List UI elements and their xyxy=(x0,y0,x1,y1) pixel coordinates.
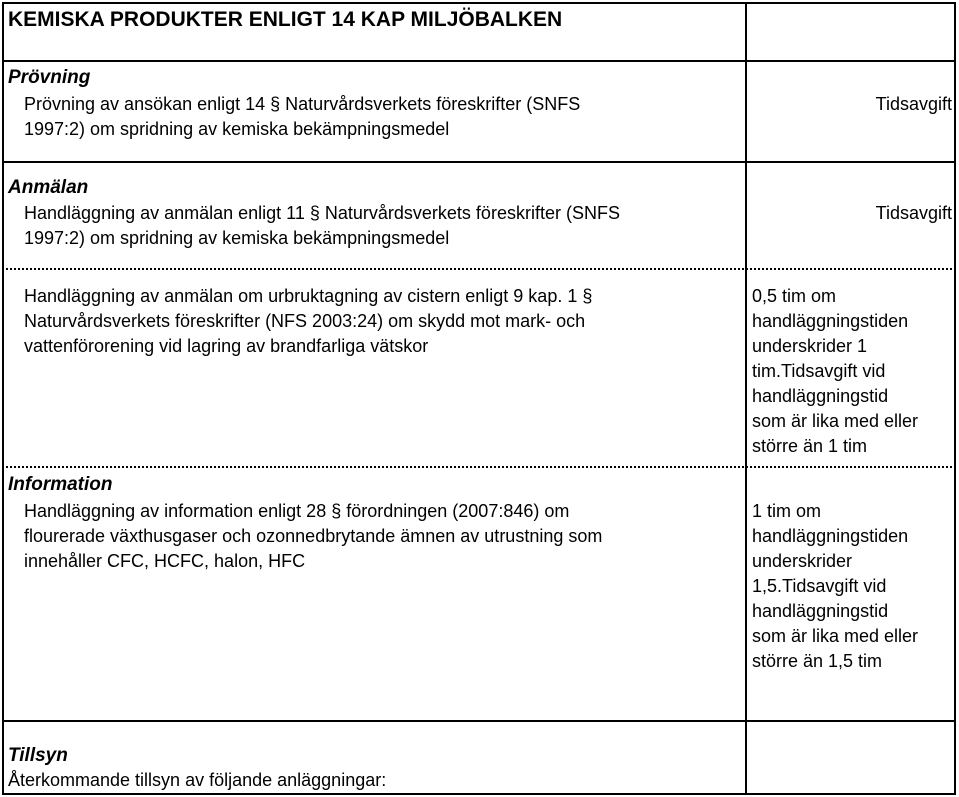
section-heading-anmalan: Anmälan xyxy=(8,177,89,198)
information-line3: innehåller CFC, HCFC, halon, HFC xyxy=(24,551,306,571)
information-fee xyxy=(752,499,918,674)
anmalan-item2-fee xyxy=(752,284,918,459)
provning-text xyxy=(24,92,580,142)
column-divider xyxy=(745,2,747,795)
information-line1: Handläggning av information enligt 28 § förordningen (2007:846) om xyxy=(24,501,570,521)
anmalan-item2-fee-line: tim.Tidsavgift vid xyxy=(752,361,886,381)
provning-fee: Tidsavgift xyxy=(875,94,952,114)
anmalan-item2-text xyxy=(24,284,592,359)
information-line2: flourerade växthusgaser och ozonnedbrytande ämnen av utrustning som xyxy=(24,526,603,546)
page-title: KEMISKA PRODUKTER ENLIGT 14 KAP MILJÖBALKEN xyxy=(8,8,563,31)
information-fee-line: 1 tim om xyxy=(752,501,822,521)
anmalan-item2-line1: Handläggning av anmälan om urbruktagning av cistern enligt 9 kap. 1 § xyxy=(24,286,593,306)
provning-text-line1: Prövning av ansökan enligt 14 § Naturvårdsverkets föreskrifter (SNFS xyxy=(24,94,581,114)
anmalan-item1-line2: 1997:2) om spridning av kemiska bekämpningsmedel xyxy=(24,228,450,248)
section-rule-information xyxy=(2,720,956,722)
section-heading-information: Information xyxy=(8,474,113,495)
title-rule xyxy=(2,60,956,62)
anmalan-item2-fee-line: handläggningstiden xyxy=(752,311,909,331)
section-rule-provning xyxy=(2,161,956,163)
anmalan-item2-line3: vattenförorening vid lagring av brandfarliga vätskor xyxy=(24,336,429,356)
section-heading-tillsyn: Tillsyn xyxy=(8,745,68,766)
anmalan-item1-fee: Tidsavgift xyxy=(875,203,952,223)
information-fee-line: handläggningstiden xyxy=(752,526,909,546)
section-heading-provning: Prövning xyxy=(8,67,91,88)
anmalan-item2-fee-line: handläggningstid xyxy=(752,386,889,406)
information-fee-line: större än 1,5 tim xyxy=(752,651,883,671)
anmalan-item2-line2: Naturvårdsverkets föreskrifter (NFS 2003:24) om skydd mot mark- och xyxy=(24,311,586,331)
information-fee-line: handläggningstid xyxy=(752,601,889,621)
anmalan-item1-line1: Handläggning av anmälan enligt 11 § Naturvårdsverkets föreskrifter (SNFS xyxy=(24,203,620,223)
row-rule-dotted-2 xyxy=(2,466,956,468)
anmalan-item2-fee-line: 0,5 tim om xyxy=(752,286,837,306)
information-text xyxy=(24,499,602,574)
information-fee-line: som är lika med eller xyxy=(752,626,919,646)
anmalan-item2-fee-line: större än 1 tim xyxy=(752,436,868,456)
information-fee-line: underskrider xyxy=(752,551,853,571)
information-fee-line: 1,5.Tidsavgift vid xyxy=(752,576,887,596)
anmalan-item2-fee-line: som är lika med eller xyxy=(752,411,919,431)
anmalan-item1-text xyxy=(24,201,620,251)
tillsyn-text: Återkommande tillsyn av följande anläggningar: xyxy=(8,770,387,790)
anmalan-item2-fee-line: underskrider 1 xyxy=(752,336,868,356)
row-rule-dotted-1 xyxy=(2,268,956,270)
provning-text-line2: 1997:2) om spridning av kemiska bekämpningsmedel xyxy=(24,119,450,139)
